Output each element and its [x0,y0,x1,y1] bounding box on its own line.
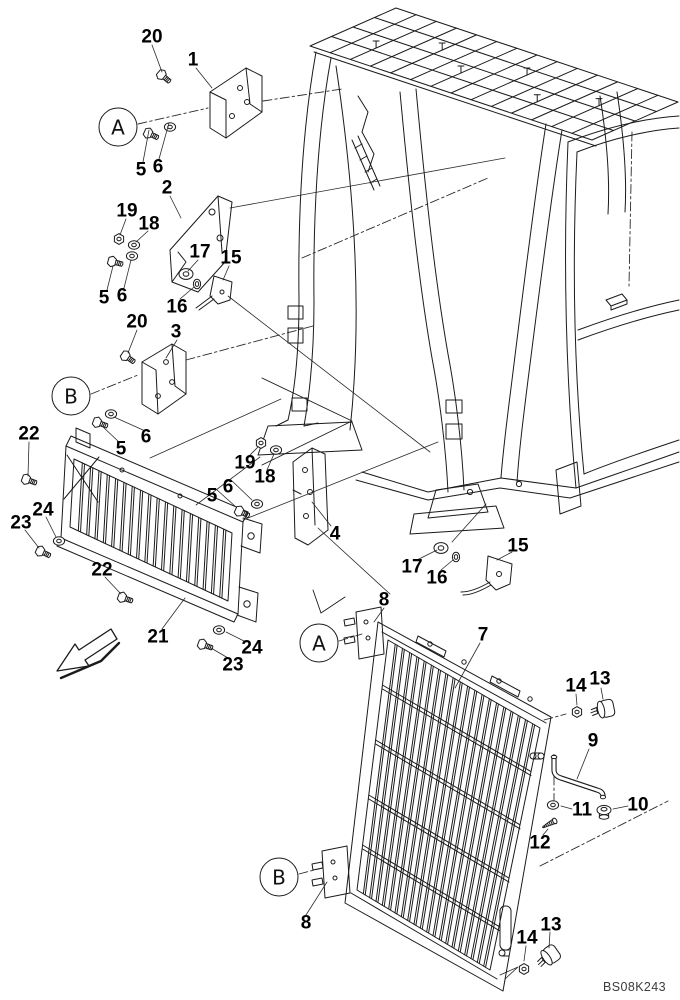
nut-19-a [114,234,123,245]
fasteners [21,68,616,974]
callout-label-19-17: 19 [234,452,256,474]
callout-label-5-9: 5 [98,287,110,309]
callout-label-13-33: 13 [589,668,611,690]
screw-12 [541,817,558,830]
callout-label-18-6: 18 [138,213,160,235]
bracket-3 [142,344,186,414]
callout-label-16-11: 16 [166,296,188,318]
callout-label-5-2: 5 [135,159,147,181]
side-grille-21 [57,428,262,622]
front-pillars [258,52,504,534]
washer-24-b [213,626,224,634]
callout-label-5-20: 5 [206,485,218,507]
door-handle [606,294,627,310]
callout-label-21-30: 21 [147,626,169,648]
callout-label-22-26: 22 [91,559,113,581]
washer-6-a [164,123,175,131]
bolt-23-b [197,638,215,653]
nut-14-a [572,707,581,718]
callout-label-10-37: 10 [627,794,649,816]
ref-marker-B-3: B [260,858,299,897]
callout-label-22-14: 22 [18,423,40,445]
explosion-lines [150,158,518,979]
callout-label-17-25: 17 [401,556,423,578]
callout-label-6-15: 6 [140,426,152,448]
ref-marker-A-0: A [99,108,138,147]
callout-label-5-16: 5 [115,438,127,460]
washer-17-a [179,269,193,280]
cab-assembly [258,8,679,534]
knob-13-b [533,943,562,970]
callout-label-23-32: 23 [222,654,244,676]
callout-label-15-24: 15 [507,535,529,557]
callout-label-13-40: 13 [540,914,562,936]
callout-label-15-8: 15 [220,247,242,269]
washer-6-b [126,252,137,260]
callout-label-18-18: 18 [254,466,276,488]
rear-grille-7 [312,607,551,991]
callout-label-2-4: 2 [161,177,173,199]
callout-label-3-13: 3 [170,321,182,343]
callout-label-1-1: 1 [187,49,199,71]
callout-label-23-22: 23 [10,512,32,534]
callout-label-4-23: 4 [329,523,341,545]
drawing-code: BS08K243 [603,980,666,994]
washer-11 [547,801,558,809]
grommet-10 [597,805,611,819]
handle-rod-9 [551,755,605,798]
bolt-22-a [21,473,39,488]
bolt-22-b [117,591,135,606]
callout-label-19-5: 19 [116,200,138,222]
callout-label-16-27: 16 [426,567,448,589]
ref-marker-A-2: A [300,624,339,663]
direction-arrow [57,629,119,678]
callout-label-24-31: 24 [241,637,263,659]
callout-label-20-0: 20 [141,26,163,48]
callout-label-8-28: 8 [378,589,390,611]
callout-label-17-7: 17 [189,241,211,263]
knob-13-a [589,699,616,721]
bolt-5-b [107,255,124,269]
bolt-5-a [142,127,160,143]
bracket-1 [210,68,262,138]
bolt-23-a [34,545,52,561]
washer-18-a [128,241,139,249]
callout-label-7-29: 7 [477,624,489,646]
callout-label-9-35: 9 [587,730,599,752]
callout-label-12-38: 12 [529,832,551,854]
callout-label-20-12: 20 [126,311,148,333]
callout-label-6-10: 6 [116,285,128,307]
washer-18-b [270,446,281,454]
break-marks [262,378,352,613]
bolt-5-c [92,416,110,431]
washer-17-b [434,543,448,554]
windshield-wiper [352,96,380,190]
hinge-8-top [344,607,384,659]
latch-15-lower [461,556,512,595]
callout-label-6-3: 6 [152,156,164,178]
bracket-2 [170,196,232,292]
ring-16-b [452,552,459,562]
latch-15-upper [196,276,232,310]
washer-24-a [53,537,64,545]
washer-6-d [251,500,262,508]
callout-label-8-39: 8 [300,912,312,934]
hinge-8-bottom [312,846,350,898]
ring-16-a [193,279,200,289]
washer-6-c [105,410,116,418]
cab-door [501,92,679,514]
callout-label-14-41: 14 [516,927,538,949]
nut-14-b [519,964,528,975]
callout-label-11-36: 11 [571,799,593,821]
bracket-4 [293,448,328,545]
callout-label-14-34: 14 [565,675,587,697]
bolt-20-a [155,68,174,86]
ref-marker-B-1: B [52,377,91,416]
callout-label-24-21: 24 [32,499,54,521]
callout-label-6-19: 6 [222,476,234,498]
